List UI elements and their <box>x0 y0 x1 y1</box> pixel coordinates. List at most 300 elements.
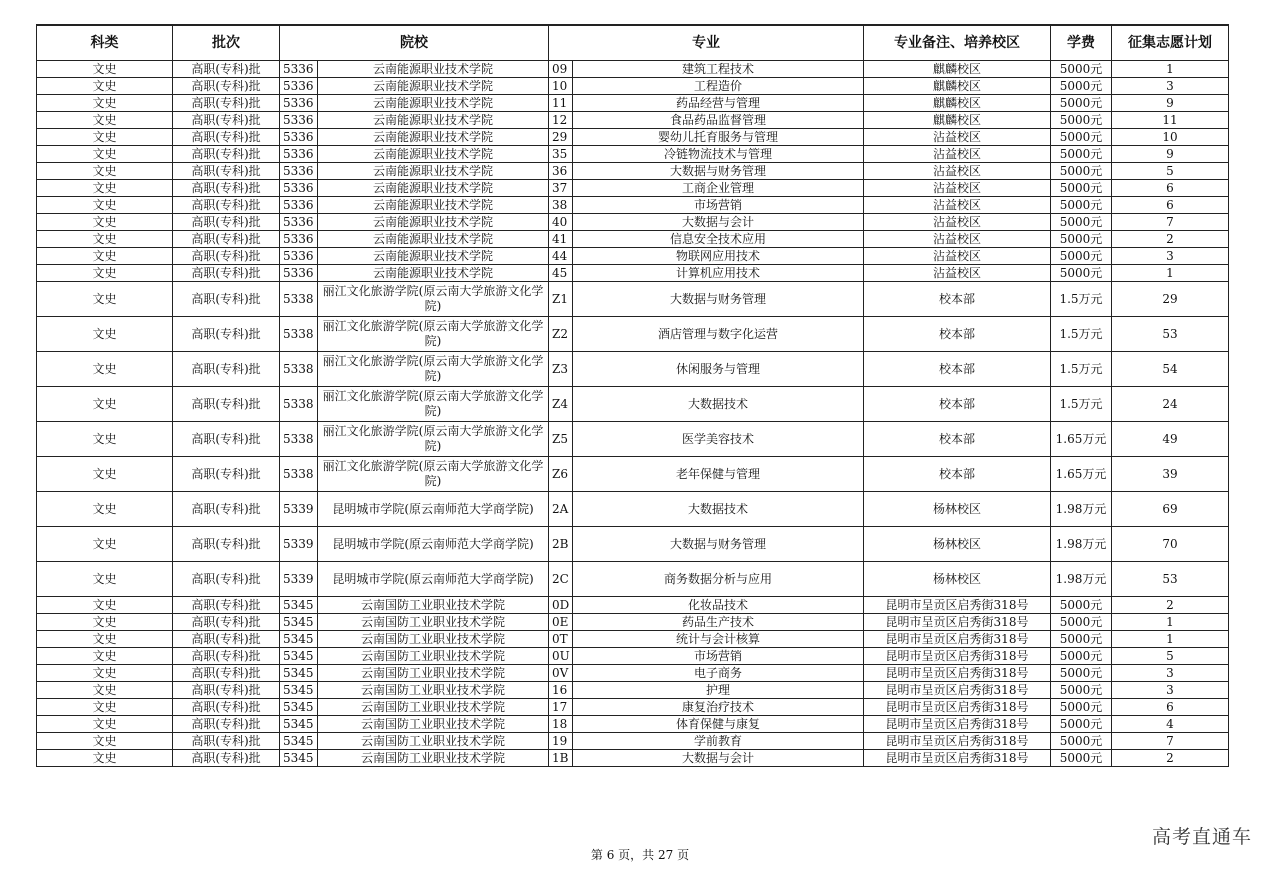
cell-category: 文史 <box>37 733 173 750</box>
cell-category: 文史 <box>37 61 173 78</box>
table-row <box>37 214 1229 231</box>
cell-note: 杨林校区 <box>864 527 1051 562</box>
cell-major: 大数据与财务管理 <box>573 282 864 317</box>
cell-college-code: 5345 <box>280 648 318 665</box>
cell-major-code: Z2 <box>549 317 573 352</box>
cell-college: 云南能源职业技术学院 <box>318 231 549 248</box>
cell-major: 学前教育 <box>573 733 864 750</box>
cell-college: 云南国防工业职业技术学院 <box>318 699 549 716</box>
table-row <box>37 180 1229 197</box>
cell-fee: 1.65万元 <box>1051 457 1112 492</box>
cell-college: 昆明城市学院(原云南师范大学商学院) <box>318 527 549 562</box>
table-row <box>37 265 1229 282</box>
cell-college: 云南能源职业技术学院 <box>318 248 549 265</box>
cell-note: 沾益校区 <box>864 214 1051 231</box>
cell-note: 沾益校区 <box>864 197 1051 214</box>
cell-major: 体育保健与康复 <box>573 716 864 733</box>
table-row <box>37 95 1229 112</box>
cell-batch: 高职(专科)批 <box>173 129 280 146</box>
cell-college: 丽江文化旅游学院(原云南大学旅游文化学院) <box>318 282 549 317</box>
cell-note: 沾益校区 <box>864 146 1051 163</box>
cell-note: 麒麟校区 <box>864 95 1051 112</box>
cell-batch: 高职(专科)批 <box>173 699 280 716</box>
cell-category: 文史 <box>37 682 173 699</box>
cell-college: 丽江文化旅游学院(原云南大学旅游文化学院) <box>318 317 549 352</box>
cell-plan: 1 <box>1112 61 1229 78</box>
cell-major: 工程造价 <box>573 78 864 95</box>
table-row <box>37 733 1229 750</box>
cell-batch: 高职(专科)批 <box>173 682 280 699</box>
cell-plan: 54 <box>1112 352 1229 387</box>
table-row <box>37 197 1229 214</box>
cell-college: 云南国防工业职业技术学院 <box>318 648 549 665</box>
cell-college-code: 5338 <box>280 282 318 317</box>
cell-category: 文史 <box>37 265 173 282</box>
cell-major-code: 2B <box>549 527 573 562</box>
cell-batch: 高职(专科)批 <box>173 231 280 248</box>
cell-college: 云南国防工业职业技术学院 <box>318 597 549 614</box>
table-row <box>37 457 1229 492</box>
cell-fee: 5000元 <box>1051 78 1112 95</box>
cell-note: 昆明市呈贡区启秀街318号 <box>864 682 1051 699</box>
header-note: 专业备注、培养校区 <box>864 25 1051 61</box>
cell-college-code: 5339 <box>280 562 318 597</box>
cell-batch: 高职(专科)批 <box>173 527 280 562</box>
cell-category: 文史 <box>37 614 173 631</box>
cell-batch: 高职(专科)批 <box>173 197 280 214</box>
cell-category: 文史 <box>37 750 173 767</box>
cell-major: 药品生产技术 <box>573 614 864 631</box>
cell-college: 丽江文化旅游学院(原云南大学旅游文化学院) <box>318 387 549 422</box>
cell-plan: 2 <box>1112 231 1229 248</box>
cell-fee: 1.5万元 <box>1051 352 1112 387</box>
table-row <box>37 61 1229 78</box>
cell-category: 文史 <box>37 180 173 197</box>
cell-plan: 2 <box>1112 750 1229 767</box>
cell-major-code: 40 <box>549 214 573 231</box>
table-row <box>37 631 1229 648</box>
cell-note: 昆明市呈贡区启秀街318号 <box>864 733 1051 750</box>
cell-college-code: 5345 <box>280 716 318 733</box>
cell-fee: 5000元 <box>1051 248 1112 265</box>
cell-batch: 高职(专科)批 <box>173 248 280 265</box>
cell-major-code: Z3 <box>549 352 573 387</box>
cell-category: 文史 <box>37 699 173 716</box>
table-row <box>37 317 1229 352</box>
cell-category: 文史 <box>37 231 173 248</box>
cell-batch: 高职(专科)批 <box>173 492 280 527</box>
cell-major: 老年保健与管理 <box>573 457 864 492</box>
cell-note: 沾益校区 <box>864 129 1051 146</box>
cell-plan: 6 <box>1112 180 1229 197</box>
cell-college-code: 5336 <box>280 129 318 146</box>
cell-plan: 1 <box>1112 631 1229 648</box>
table-row <box>37 750 1229 767</box>
cell-college: 云南能源职业技术学院 <box>318 146 549 163</box>
cell-plan: 3 <box>1112 78 1229 95</box>
cell-note: 麒麟校区 <box>864 78 1051 95</box>
table-row <box>37 614 1229 631</box>
cell-plan: 2 <box>1112 597 1229 614</box>
cell-major: 康复治疗技术 <box>573 699 864 716</box>
cell-major-code: 16 <box>549 682 573 699</box>
cell-college: 丽江文化旅游学院(原云南大学旅游文化学院) <box>318 422 549 457</box>
cell-batch: 高职(专科)批 <box>173 733 280 750</box>
cell-note: 校本部 <box>864 282 1051 317</box>
cell-fee: 1.65万元 <box>1051 422 1112 457</box>
cell-batch: 高职(专科)批 <box>173 352 280 387</box>
cell-plan: 7 <box>1112 214 1229 231</box>
cell-major: 大数据技术 <box>573 492 864 527</box>
cell-college-code: 5336 <box>280 231 318 248</box>
cell-category: 文史 <box>37 562 173 597</box>
cell-major-code: 0T <box>549 631 573 648</box>
cell-major-code: 12 <box>549 112 573 129</box>
cell-plan: 6 <box>1112 699 1229 716</box>
cell-fee: 1.5万元 <box>1051 282 1112 317</box>
table-row <box>37 527 1229 562</box>
cell-note: 昆明市呈贡区启秀街318号 <box>864 665 1051 682</box>
cell-plan: 9 <box>1112 95 1229 112</box>
cell-note: 昆明市呈贡区启秀街318号 <box>864 631 1051 648</box>
cell-note: 杨林校区 <box>864 562 1051 597</box>
cell-batch: 高职(专科)批 <box>173 61 280 78</box>
cell-college-code: 5345 <box>280 699 318 716</box>
cell-note: 沾益校区 <box>864 163 1051 180</box>
cell-note: 麒麟校区 <box>864 61 1051 78</box>
cell-college: 云南能源职业技术学院 <box>318 78 549 95</box>
header-college: 院校 <box>280 25 549 61</box>
cell-college-code: 5339 <box>280 527 318 562</box>
cell-college: 昆明城市学院(原云南师范大学商学院) <box>318 492 549 527</box>
cell-batch: 高职(专科)批 <box>173 387 280 422</box>
cell-note: 沾益校区 <box>864 248 1051 265</box>
table-row <box>37 163 1229 180</box>
cell-fee: 5000元 <box>1051 597 1112 614</box>
cell-major-code: 0E <box>549 614 573 631</box>
cell-batch: 高职(专科)批 <box>173 317 280 352</box>
cell-college: 云南国防工业职业技术学院 <box>318 665 549 682</box>
cell-college: 云南国防工业职业技术学院 <box>318 614 549 631</box>
cell-college-code: 5345 <box>280 631 318 648</box>
cell-major-code: 1B <box>549 750 573 767</box>
watermark-logo: 高考直通车 <box>1151 826 1252 848</box>
cell-college-code: 5336 <box>280 95 318 112</box>
cell-major-code: 10 <box>549 78 573 95</box>
cell-batch: 高职(专科)批 <box>173 750 280 767</box>
cell-fee: 5000元 <box>1051 750 1112 767</box>
cell-plan: 70 <box>1112 527 1229 562</box>
cell-major: 婴幼儿托育服务与管理 <box>573 129 864 146</box>
cell-fee: 1.5万元 <box>1051 317 1112 352</box>
cell-major-code: 0U <box>549 648 573 665</box>
cell-major: 统计与会计核算 <box>573 631 864 648</box>
cell-fee: 5000元 <box>1051 129 1112 146</box>
table-row <box>37 562 1229 597</box>
cell-note: 昆明市呈贡区启秀街318号 <box>864 716 1051 733</box>
cell-major-code: Z5 <box>549 422 573 457</box>
cell-category: 文史 <box>37 716 173 733</box>
cell-major: 物联网应用技术 <box>573 248 864 265</box>
cell-major-code: 44 <box>549 248 573 265</box>
cell-category: 文史 <box>37 317 173 352</box>
header-plan: 征集志愿计划 <box>1112 25 1229 61</box>
cell-batch: 高职(专科)批 <box>173 95 280 112</box>
cell-major-code: 38 <box>549 197 573 214</box>
cell-batch: 高职(专科)批 <box>173 78 280 95</box>
cell-college: 云南能源职业技术学院 <box>318 197 549 214</box>
cell-college-code: 5336 <box>280 180 318 197</box>
cell-major-code: 45 <box>549 265 573 282</box>
cell-major-code: 35 <box>549 146 573 163</box>
cell-major: 电子商务 <box>573 665 864 682</box>
cell-major-code: 17 <box>549 699 573 716</box>
cell-major: 工商企业管理 <box>573 180 864 197</box>
table-header-row <box>37 25 1229 61</box>
cell-plan: 11 <box>1112 112 1229 129</box>
cell-college-code: 5338 <box>280 352 318 387</box>
cell-major: 建筑工程技术 <box>573 61 864 78</box>
cell-category: 文史 <box>37 163 173 180</box>
cell-fee: 5000元 <box>1051 699 1112 716</box>
cell-fee: 5000元 <box>1051 631 1112 648</box>
cell-college: 云南国防工业职业技术学院 <box>318 682 549 699</box>
cell-fee: 5000元 <box>1051 163 1112 180</box>
cell-major-code: 18 <box>549 716 573 733</box>
cell-major: 护理 <box>573 682 864 699</box>
cell-plan: 4 <box>1112 716 1229 733</box>
cell-plan: 49 <box>1112 422 1229 457</box>
cell-college-code: 5345 <box>280 665 318 682</box>
cell-college-code: 5336 <box>280 197 318 214</box>
cell-college: 云南国防工业职业技术学院 <box>318 631 549 648</box>
cell-major: 医学美容技术 <box>573 422 864 457</box>
cell-fee: 5000元 <box>1051 648 1112 665</box>
cell-major-code: 0V <box>549 665 573 682</box>
cell-plan: 69 <box>1112 492 1229 527</box>
table-row <box>37 352 1229 387</box>
header-batch: 批次 <box>173 25 280 61</box>
cell-plan: 3 <box>1112 248 1229 265</box>
cell-major: 休闲服务与管理 <box>573 352 864 387</box>
cell-college: 云南国防工业职业技术学院 <box>318 733 549 750</box>
cell-major: 大数据与会计 <box>573 214 864 231</box>
cell-batch: 高职(专科)批 <box>173 265 280 282</box>
cell-fee: 1.98万元 <box>1051 562 1112 597</box>
cell-category: 文史 <box>37 112 173 129</box>
cell-college-code: 5338 <box>280 387 318 422</box>
table-row <box>37 248 1229 265</box>
cell-category: 文史 <box>37 146 173 163</box>
cell-fee: 1.98万元 <box>1051 492 1112 527</box>
cell-major: 酒店管理与数字化运营 <box>573 317 864 352</box>
cell-college-code: 5345 <box>280 733 318 750</box>
cell-major-code: 2C <box>549 562 573 597</box>
table-row <box>37 78 1229 95</box>
cell-major: 市场营销 <box>573 197 864 214</box>
cell-fee: 5000元 <box>1051 146 1112 163</box>
cell-fee: 5000元 <box>1051 112 1112 129</box>
cell-fee: 5000元 <box>1051 231 1112 248</box>
cell-batch: 高职(专科)批 <box>173 562 280 597</box>
cell-fee: 1.5万元 <box>1051 387 1112 422</box>
cell-college: 云南能源职业技术学院 <box>318 180 549 197</box>
cell-note: 沾益校区 <box>864 180 1051 197</box>
cell-major: 药品经营与管理 <box>573 95 864 112</box>
cell-major: 大数据与财务管理 <box>573 163 864 180</box>
cell-major: 市场营销 <box>573 648 864 665</box>
cell-category: 文史 <box>37 597 173 614</box>
cell-fee: 5000元 <box>1051 682 1112 699</box>
table-row <box>37 648 1229 665</box>
cell-major: 冷链物流技术与管理 <box>573 146 864 163</box>
table-row <box>37 146 1229 163</box>
cell-plan: 5 <box>1112 163 1229 180</box>
cell-fee: 5000元 <box>1051 733 1112 750</box>
cell-note: 沾益校区 <box>864 231 1051 248</box>
cell-college-code: 5336 <box>280 78 318 95</box>
cell-major-code: 41 <box>549 231 573 248</box>
cell-college: 云南国防工业职业技术学院 <box>318 750 549 767</box>
cell-batch: 高职(专科)批 <box>173 665 280 682</box>
cell-note: 校本部 <box>864 352 1051 387</box>
page-footer: 第 6 页，共 27 页 <box>590 848 690 862</box>
cell-fee: 5000元 <box>1051 197 1112 214</box>
table-row <box>37 112 1229 129</box>
cell-college-code: 5336 <box>280 163 318 180</box>
cell-college: 云南能源职业技术学院 <box>318 129 549 146</box>
cell-plan: 7 <box>1112 733 1229 750</box>
cell-note: 杨林校区 <box>864 492 1051 527</box>
cell-batch: 高职(专科)批 <box>173 422 280 457</box>
cell-plan: 10 <box>1112 129 1229 146</box>
cell-plan: 3 <box>1112 665 1229 682</box>
cell-college-code: 5336 <box>280 112 318 129</box>
cell-note: 校本部 <box>864 422 1051 457</box>
table-row <box>37 422 1229 457</box>
cell-note: 校本部 <box>864 387 1051 422</box>
cell-plan: 3 <box>1112 682 1229 699</box>
cell-batch: 高职(专科)批 <box>173 214 280 231</box>
cell-category: 文史 <box>37 214 173 231</box>
cell-major-code: 37 <box>549 180 573 197</box>
cell-batch: 高职(专科)批 <box>173 457 280 492</box>
cell-college-code: 5336 <box>280 214 318 231</box>
cell-major: 计算机应用技术 <box>573 265 864 282</box>
table-row <box>37 492 1229 527</box>
cell-plan: 24 <box>1112 387 1229 422</box>
cell-category: 文史 <box>37 631 173 648</box>
cell-college: 云南能源职业技术学院 <box>318 163 549 180</box>
cell-major-code: 19 <box>549 733 573 750</box>
table-row <box>37 231 1229 248</box>
cell-college: 云南能源职业技术学院 <box>318 95 549 112</box>
cell-category: 文史 <box>37 129 173 146</box>
cell-major-code: 29 <box>549 129 573 146</box>
cell-category: 文史 <box>37 197 173 214</box>
cell-batch: 高职(专科)批 <box>173 163 280 180</box>
cell-major-code: Z4 <box>549 387 573 422</box>
cell-batch: 高职(专科)批 <box>173 631 280 648</box>
cell-major: 食品药品监督管理 <box>573 112 864 129</box>
cell-category: 文史 <box>37 665 173 682</box>
header-category: 科类 <box>37 25 173 61</box>
cell-plan: 9 <box>1112 146 1229 163</box>
cell-category: 文史 <box>37 78 173 95</box>
cell-college-code: 5336 <box>280 146 318 163</box>
cell-major: 大数据技术 <box>573 387 864 422</box>
cell-batch: 高职(专科)批 <box>173 648 280 665</box>
cell-college: 云南能源职业技术学院 <box>318 214 549 231</box>
cell-college-code: 5345 <box>280 597 318 614</box>
cell-batch: 高职(专科)批 <box>173 146 280 163</box>
cell-category: 文史 <box>37 422 173 457</box>
cell-college-code: 5336 <box>280 61 318 78</box>
cell-fee: 5000元 <box>1051 214 1112 231</box>
cell-plan: 1 <box>1112 265 1229 282</box>
cell-major-code: 0D <box>549 597 573 614</box>
cell-college-code: 5338 <box>280 457 318 492</box>
cell-college-code: 5345 <box>280 750 318 767</box>
cell-category: 文史 <box>37 527 173 562</box>
cell-batch: 高职(专科)批 <box>173 282 280 317</box>
cell-major: 大数据与财务管理 <box>573 527 864 562</box>
cell-college-code: 5339 <box>280 492 318 527</box>
cell-major: 大数据与会计 <box>573 750 864 767</box>
table-row <box>37 665 1229 682</box>
cell-category: 文史 <box>37 95 173 112</box>
cell-note: 昆明市呈贡区启秀街318号 <box>864 648 1051 665</box>
cell-note: 校本部 <box>864 457 1051 492</box>
cell-college: 丽江文化旅游学院(原云南大学旅游文化学院) <box>318 352 549 387</box>
table-row <box>37 282 1229 317</box>
cell-college: 云南国防工业职业技术学院 <box>318 716 549 733</box>
cell-category: 文史 <box>37 282 173 317</box>
cell-college-code: 5336 <box>280 265 318 282</box>
header-major: 专业 <box>549 25 864 61</box>
cell-note: 校本部 <box>864 317 1051 352</box>
cell-college: 云南能源职业技术学院 <box>318 112 549 129</box>
cell-major-code: Z6 <box>549 457 573 492</box>
cell-batch: 高职(专科)批 <box>173 180 280 197</box>
table-row <box>37 129 1229 146</box>
cell-plan: 6 <box>1112 197 1229 214</box>
cell-category: 文史 <box>37 648 173 665</box>
cell-college: 昆明城市学院(原云南师范大学商学院) <box>318 562 549 597</box>
cell-fee: 5000元 <box>1051 180 1112 197</box>
cell-category: 文史 <box>37 457 173 492</box>
cell-note: 昆明市呈贡区启秀街318号 <box>864 614 1051 631</box>
cell-fee: 5000元 <box>1051 61 1112 78</box>
cell-note: 昆明市呈贡区启秀街318号 <box>864 699 1051 716</box>
cell-plan: 39 <box>1112 457 1229 492</box>
cell-plan: 29 <box>1112 282 1229 317</box>
cell-fee: 5000元 <box>1051 716 1112 733</box>
cell-category: 文史 <box>37 352 173 387</box>
cell-plan: 53 <box>1112 317 1229 352</box>
cell-college: 云南能源职业技术学院 <box>318 265 549 282</box>
cell-category: 文史 <box>37 248 173 265</box>
cell-note: 沾益校区 <box>864 265 1051 282</box>
cell-major-code: 09 <box>549 61 573 78</box>
cell-college-code: 5338 <box>280 317 318 352</box>
cell-batch: 高职(专科)批 <box>173 112 280 129</box>
cell-major: 信息安全技术应用 <box>573 231 864 248</box>
cell-note: 昆明市呈贡区启秀街318号 <box>864 597 1051 614</box>
cell-college: 丽江文化旅游学院(原云南大学旅游文化学院) <box>318 457 549 492</box>
cell-major-code: Z1 <box>549 282 573 317</box>
cell-major: 商务数据分析与应用 <box>573 562 864 597</box>
